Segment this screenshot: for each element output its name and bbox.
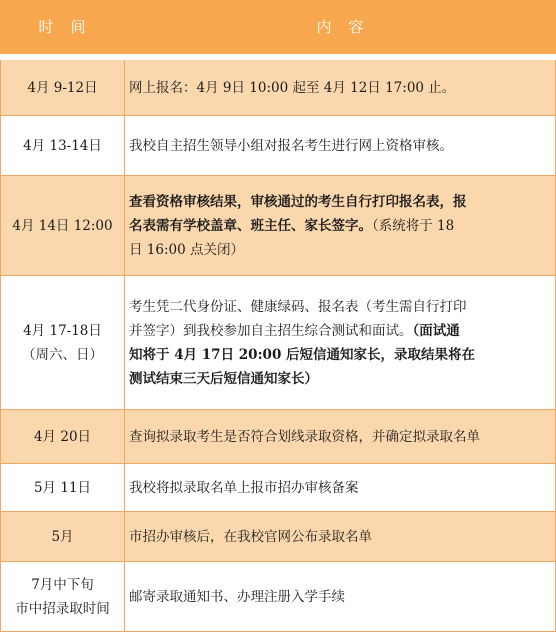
- content-text: 市招办审核后，在我校官网公布录取名单: [129, 528, 372, 545]
- row-time-text: 4月 14日 12:00: [12, 217, 113, 234]
- content-text-bold: 名表需有学校盖章、班主任、家长签字。: [129, 217, 372, 234]
- content-line: [129, 134, 549, 158]
- content-line: [129, 319, 549, 343]
- row-time-text: 4月 17-18日: [23, 322, 102, 339]
- content-text: 考生凭二代身份证、健康绿码、报名表（考生需自行打印: [129, 298, 467, 315]
- content-text: 查询拟录取考生是否符合划线录取资格，并确定拟录取名单: [129, 428, 480, 445]
- content-line: [129, 476, 549, 500]
- table-row: [0, 176, 556, 276]
- row-time-text: （周六、日）: [22, 346, 103, 363]
- content-line: [129, 367, 549, 391]
- row-time-text: 5月: [51, 528, 74, 545]
- content-text-bold: （面试通: [412, 322, 460, 339]
- content-line: [129, 214, 549, 238]
- content-text: 邮寄录取通知书、办理注册入学手续: [129, 588, 345, 605]
- row-time-text: 5月 11日: [33, 479, 92, 496]
- content-line: [129, 425, 549, 449]
- row-time-cell: [0, 116, 125, 176]
- row-content-cell: [125, 410, 556, 464]
- row-time-cell: [0, 464, 125, 512]
- content-line: [129, 190, 549, 214]
- row-time-text: 市中招录取时间: [15, 600, 110, 617]
- row-time-cell: [0, 512, 125, 562]
- table-row: [0, 410, 556, 464]
- content-text-bold: 测试结束三天后短信通知家长）: [129, 370, 318, 387]
- table-row: [0, 276, 556, 410]
- content-line: [129, 238, 549, 262]
- content-text: 并签字）到我校参加自主招生综合测试和面试。: [129, 322, 413, 339]
- content-text-bold: 查看资格审核结果，审核通过的考生自行打印报名表，报: [129, 193, 467, 210]
- row-time-cell: [0, 60, 125, 116]
- content-line: [129, 76, 549, 100]
- content-text: 我校将拟录取名单上报市招办审核备案: [129, 479, 359, 496]
- header-time: 时 间: [38, 18, 87, 36]
- row-content-cell: [125, 512, 556, 562]
- content-text-bold: 知将于 4月 17日 20:00 后短信通知家长，录取结果将在: [129, 346, 476, 363]
- content-line: [129, 525, 549, 549]
- content-line: [129, 585, 549, 609]
- content-line: [129, 295, 549, 319]
- table-row: [0, 512, 556, 562]
- table-row: [0, 464, 556, 512]
- content-text: 我校自主招生领导小组对报名考生进行网上资格审核。: [129, 137, 453, 154]
- row-content-cell: [125, 562, 556, 632]
- content-text: 网上报名：4月 9日 10:00 起至 4月 12日 17:00 止。: [129, 79, 456, 96]
- row-time-cell: [0, 276, 125, 410]
- table-row: [0, 562, 556, 632]
- content-text: （系统将于 18: [372, 217, 455, 234]
- row-time-text: 7月中下旬: [31, 576, 94, 593]
- row-time-text: 4月 20日: [33, 428, 92, 445]
- table-row: [0, 116, 556, 176]
- row-time-cell: [0, 562, 125, 632]
- content-text: 日 16:00 点关闭）: [129, 241, 244, 258]
- row-content-cell: [125, 464, 556, 512]
- row-time-text: 4月 13-14日: [23, 137, 102, 154]
- header-content: 内 容: [316, 18, 365, 36]
- row-content-cell: [125, 60, 556, 116]
- content-line: [129, 343, 549, 367]
- row-time-cell: [0, 176, 125, 276]
- row-content-cell: [125, 116, 556, 176]
- row-content-cell: [125, 276, 556, 410]
- row-content-cell: [125, 176, 556, 276]
- table-header: [0, 0, 556, 56]
- table-row: [0, 60, 556, 116]
- row-time-text: 4月 9-12日: [27, 79, 98, 96]
- row-time-cell: [0, 410, 125, 464]
